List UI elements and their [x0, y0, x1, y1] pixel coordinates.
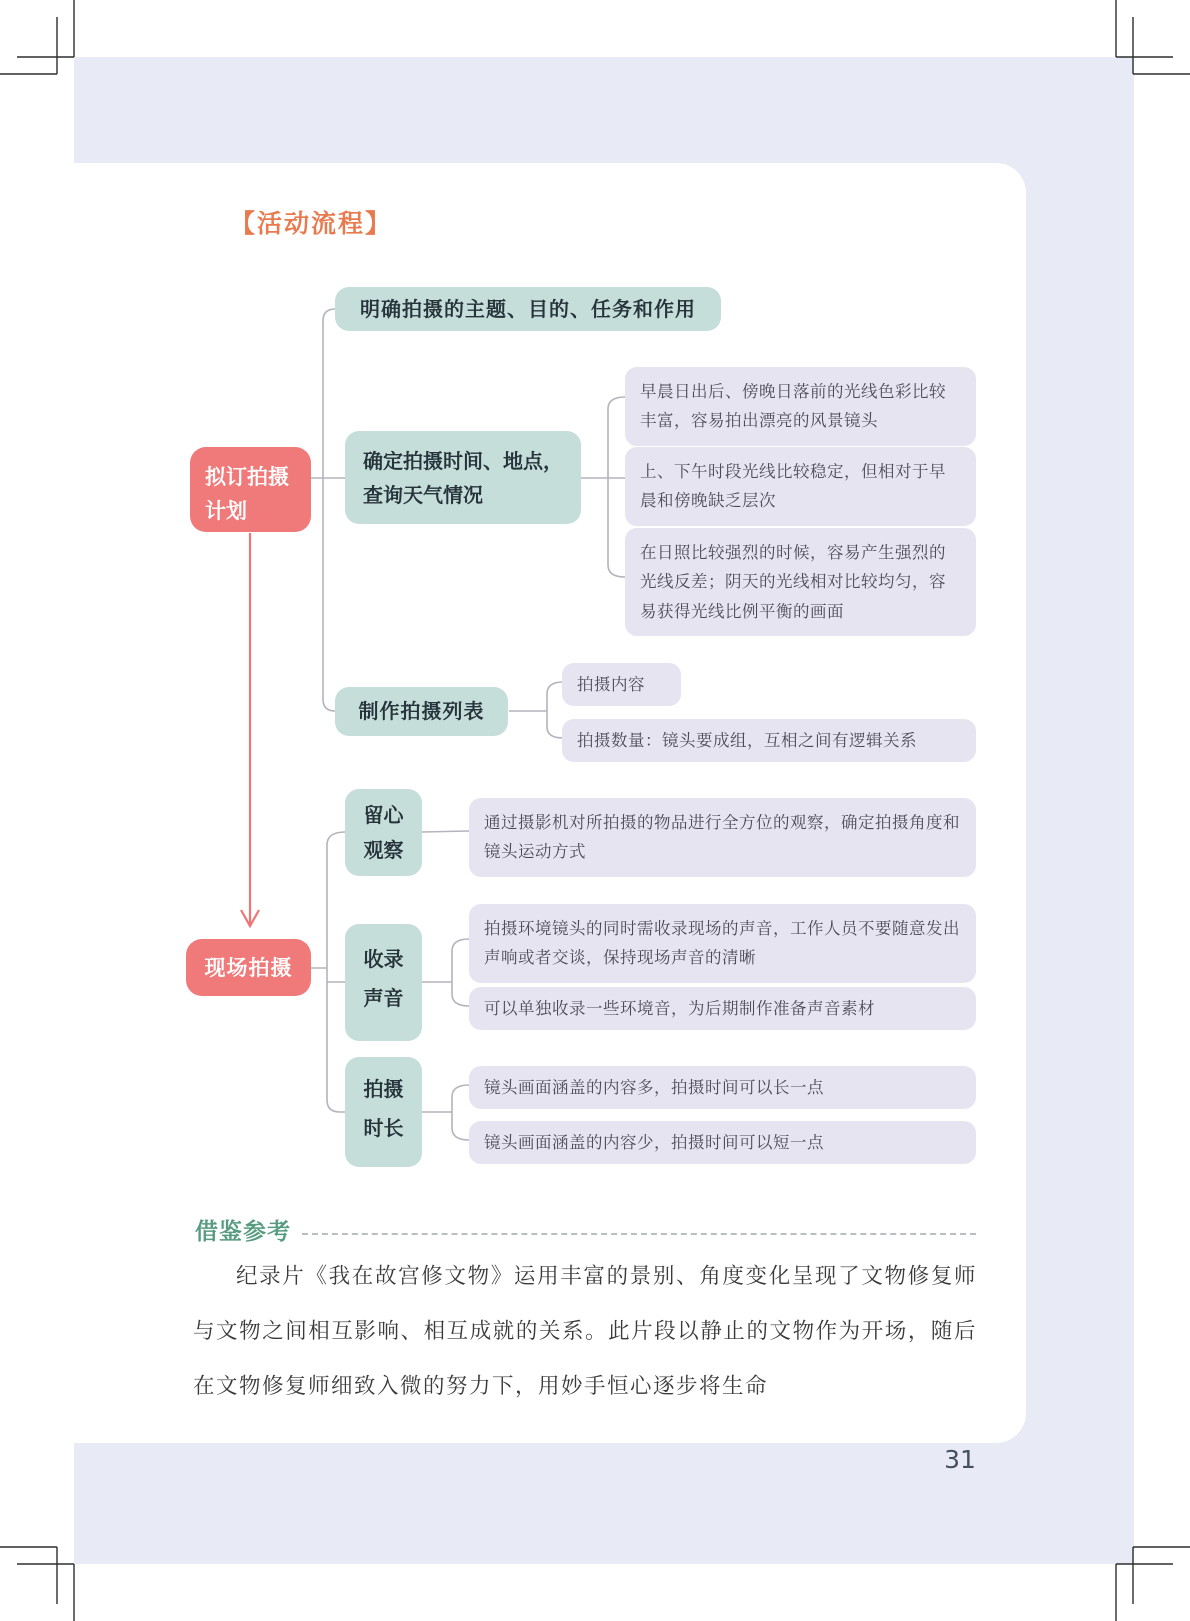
detail-midday-light: 上、下午时段光线比较稳定，但相对于早晨和傍晚缺乏层次: [625, 447, 976, 526]
node-make-shot-list: 制作拍摄列表: [335, 687, 508, 736]
node-label-line: 时长: [363, 1116, 404, 1140]
node-draw-up-shooting-plan: [190, 447, 311, 532]
node-label-line: 声音: [363, 986, 404, 1010]
detail-strong-light: 在日照比较强烈的时候，容易产生强烈的光线反差；阴天的光线相对比较均匀，容易获得光线比例平衡的画面: [625, 528, 976, 636]
detail-camera-observation: 通过摄影机对所拍摄的物品进行全方位的观察，确定拍摄角度和镜头运动方式: [469, 798, 976, 877]
section-label: 【活动流程】: [230, 209, 393, 238]
node-label-line: 观察: [363, 838, 404, 862]
reference-heading: 借鉴参考: [195, 1219, 291, 1245]
node-label-line: 拍摄: [363, 1077, 404, 1101]
node-observe-carefully: [345, 789, 422, 876]
node-label-line: 确定拍摄时间、地点，: [363, 449, 563, 473]
node-on-site-shooting: 现场拍摄: [186, 939, 311, 996]
detail-shot-quantity: 拍摄数量：镜头要成组，互相之间有逻辑关系: [562, 719, 976, 762]
detail-morning-light: 早晨日出后、傍晚日落前的光线色彩比较丰富，容易拍出漂亮的风景镜头: [625, 367, 976, 446]
node-label-line: 收录: [363, 947, 404, 971]
detail-record-live-sound: 拍摄环境镜头的同时需收录现场的声音，工作人员不要随意发出声响或者交谈，保持现场声音的清晰: [469, 904, 976, 983]
node-record-sound: [345, 924, 422, 1041]
node-label-line: 查询天气情况: [363, 482, 483, 507]
detail-shot-content: 拍摄内容: [562, 663, 681, 706]
detail-record-ambient-sound: 可以单独收录一些环境音，为后期制作准备声音素材: [469, 987, 976, 1030]
dashed-divider: [302, 1233, 976, 1235]
node-clarify-theme: 明确拍摄的主题、目的、任务和作用: [335, 287, 721, 331]
node-shot-duration: [345, 1057, 422, 1167]
detail-longer-duration: 镜头画面涵盖的内容多，拍摄时间可以长一点: [469, 1066, 976, 1109]
page-number: 31: [944, 1445, 976, 1474]
reference-paragraph: 纪录片《我在故宫修文物》运用丰富的景别、角度变化呈现了文物修复师与文物之间相互影响、相互成就的关系。此片段以静止的文物作为开场，随后在文物修复师细致入微的努力下，用妙手恒心逐步将生命: [193, 1264, 977, 1399]
node-label-line: 计划: [205, 497, 247, 523]
detail-shorter-duration: 镜头画面涵盖的内容少，拍摄时间可以短一点: [469, 1121, 976, 1164]
node-set-time-place: [345, 431, 581, 524]
node-label-line: 拟订拍摄: [205, 464, 289, 489]
node-label-line: 留心: [363, 803, 404, 827]
